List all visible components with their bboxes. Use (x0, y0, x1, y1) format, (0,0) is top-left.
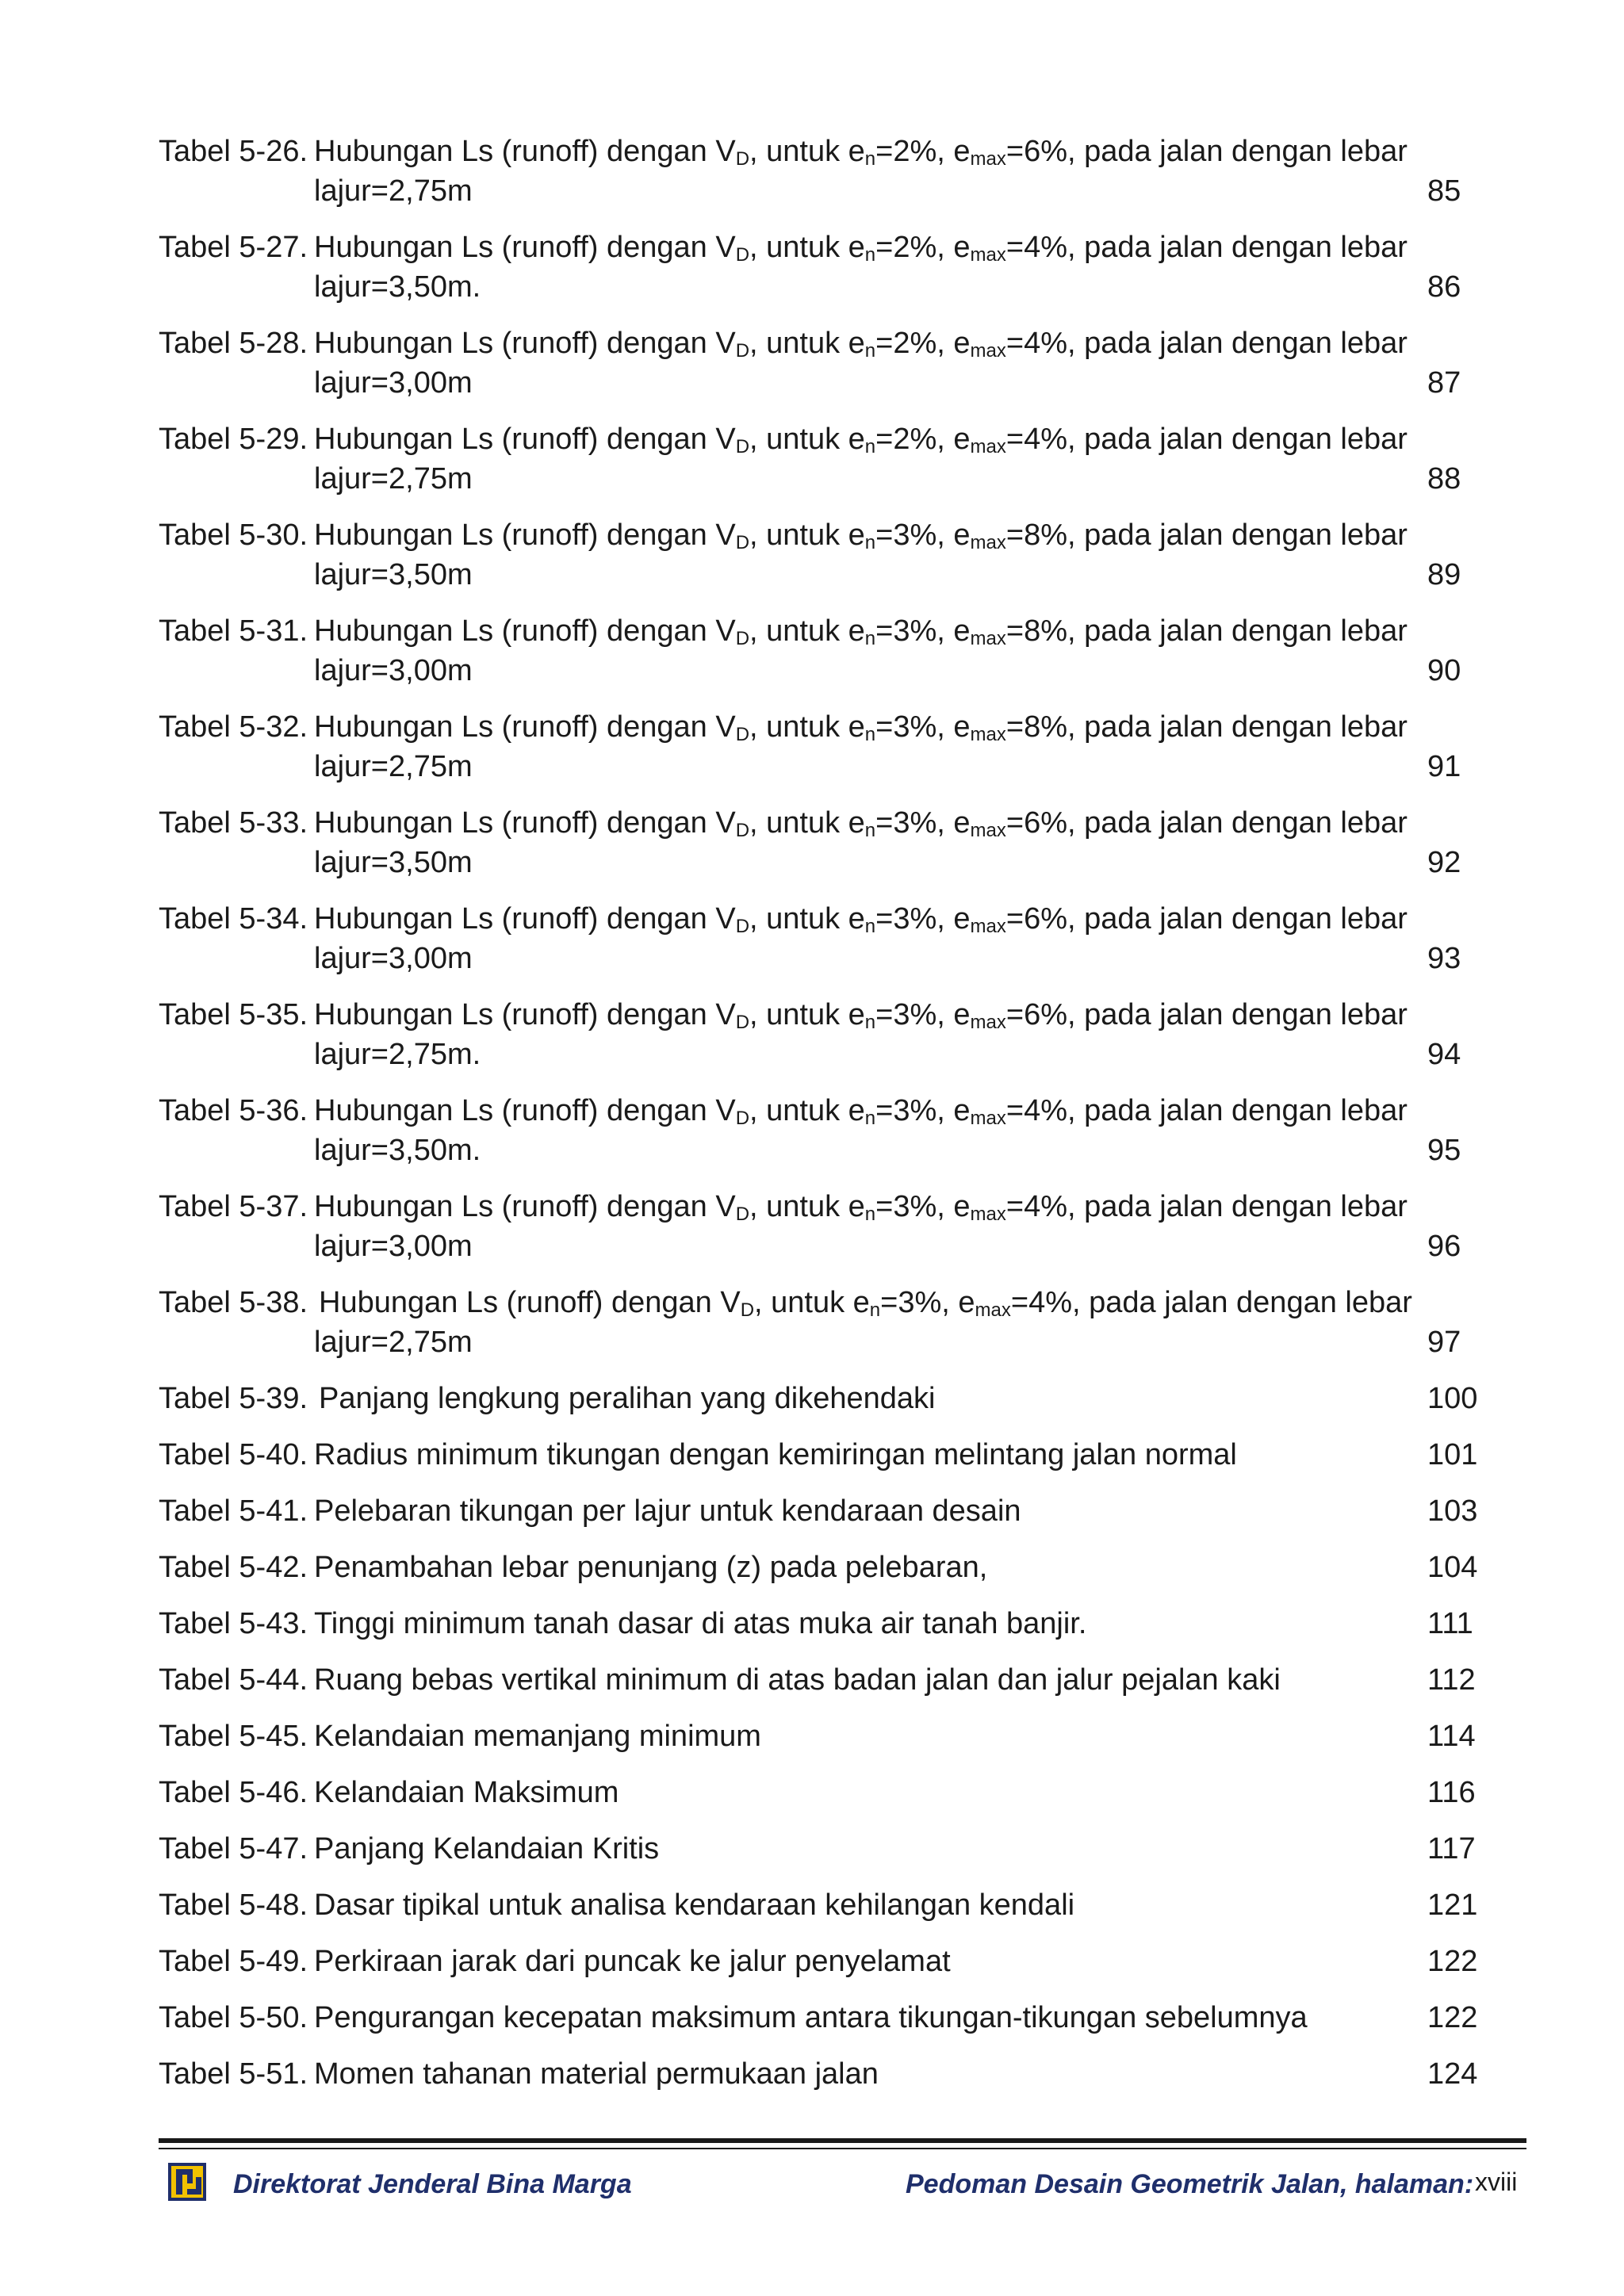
entry-label: Tabel 5-36. (159, 1094, 308, 1127)
toc-entry[interactable] (159, 1491, 1491, 1548)
entry-label: Tabel 5-49. (159, 1945, 308, 1978)
entry-title: Kelandaian memanjang minimum (314, 1720, 761, 1753)
entry-title: Hubungan Ls (runoff) dengan $V_D$, untuk $e_n=3\%$, $e_{max}=8\%$, pada jalan dengan lebar (314, 614, 1408, 649)
footer-divider-thick (159, 2138, 1526, 2143)
entry-title-continued: lajur=3,00m (314, 942, 473, 975)
entry-title-continued: lajur=2,75m. (314, 1038, 481, 1071)
entry-title: Pengurangan kecepatan maksimum antara tikungan-tikungan sebelumnya (314, 2001, 1308, 2034)
entry-title: Hubungan Ls (runoff) dengan $V_D$, untuk $e_n=3\%$, $e_{max}=4\%$, pada jalan dengan lebar (314, 1190, 1408, 1225)
entry-label: Tabel 5-27. (159, 231, 308, 264)
entry-title-continued: lajur=2,75m (314, 1326, 473, 1359)
entry-page: 85 (1427, 174, 1461, 208)
entry-page: 93 (1427, 942, 1461, 975)
table-of-contents (159, 132, 1491, 2110)
entry-title-continued: lajur=3,50m. (314, 1134, 481, 1167)
toc-entry[interactable] (159, 1091, 1491, 1187)
entry-page: 97 (1427, 1326, 1461, 1359)
toc-entry[interactable] (159, 1942, 1491, 1998)
toc-entry[interactable] (159, 1435, 1491, 1491)
entry-page: 104 (1427, 1551, 1478, 1584)
toc-entry[interactable] (159, 1548, 1491, 1604)
entry-title: Hubungan Ls (runoff) dengan $V_D$, untuk $e_n=3\%$, $e_{max}=8\%$, pada jalan dengan lebar (314, 710, 1408, 745)
entry-page: 100 (1427, 1382, 1478, 1415)
entry-page: 116 (1427, 1776, 1476, 1809)
entry-label: Tabel 5-50. (159, 2001, 308, 2034)
entry-label: Tabel 5-26. (159, 135, 308, 168)
entry-title: Dasar tipikal untuk analisa kendaraan kehilangan kendali (314, 1888, 1075, 1922)
footer-divider-thin (159, 2148, 1526, 2149)
entry-label: Tabel 5-35. (159, 998, 308, 1031)
entry-title: Penambahan lebar penunjang (z) pada pelebaran, (314, 1551, 988, 1584)
entry-page: 112 (1427, 1663, 1476, 1697)
entry-page: 88 (1427, 462, 1461, 496)
toc-entry[interactable] (159, 1660, 1491, 1716)
entry-page: 96 (1427, 1230, 1461, 1263)
toc-entry[interactable] (159, 132, 1491, 228)
entry-title: Panjang Kelandaian Kritis (314, 1832, 660, 1866)
entry-title-continued: lajur=2,75m (314, 174, 473, 208)
entry-label: Tabel 5-46. (159, 1776, 308, 1809)
entry-page: 86 (1427, 270, 1461, 304)
entry-title: Hubungan Ls (runoff) dengan $V_D$, untuk $e_n=2\%$, $e_{max}=4\%$, pada jalan dengan lebar (314, 327, 1408, 362)
entry-label: Tabel 5-47. (159, 1832, 308, 1866)
entry-title-continued: lajur=2,75m (314, 750, 473, 783)
entry-page: 103 (1427, 1494, 1478, 1528)
toc-entry[interactable] (159, 803, 1491, 899)
toc-entry[interactable] (159, 995, 1491, 1091)
entry-title: Tinggi minimum tanah dasar di atas muka air tanah banjir. (314, 1607, 1087, 1640)
entry-page: 91 (1427, 750, 1461, 783)
entry-page: 95 (1427, 1134, 1461, 1167)
entry-title: Hubungan Ls (runoff) dengan $V_D$, untuk $e_n=3\%$, $e_{max}=8\%$, pada jalan dengan lebar (314, 519, 1408, 553)
toc-entry[interactable] (159, 611, 1491, 707)
entry-label: Tabel 5-48. (159, 1888, 308, 1922)
entry-title-continued: lajur=3,50m. (314, 270, 481, 304)
entry-title-continued: lajur=3,50m (314, 846, 473, 879)
entry-label: Tabel 5-29. (159, 423, 308, 456)
toc-entry[interactable] (159, 1773, 1491, 1829)
entry-label: Tabel 5-37. (159, 1190, 308, 1223)
entry-label: Tabel 5-38. (159, 1286, 308, 1319)
toc-entry[interactable] (159, 419, 1491, 515)
toc-entry[interactable] (159, 1998, 1491, 2054)
toc-entry[interactable] (159, 1283, 1491, 1379)
page-footer (159, 2163, 1526, 2210)
toc-entry[interactable] (159, 707, 1491, 803)
toc-entry[interactable] (159, 323, 1491, 419)
toc-entry[interactable] (159, 1604, 1491, 1660)
toc-entry[interactable] (159, 1885, 1491, 1942)
entry-title: Pelebaran tikungan per lajur untuk kendaraan desain (314, 1494, 1021, 1528)
entry-title: Ruang bebas vertikal minimum di atas badan jalan dan jalur pejalan kaki (314, 1663, 1281, 1697)
entry-label: Tabel 5-28. (159, 327, 308, 360)
entry-title: Hubungan Ls (runoff) dengan $V_D$, untuk $e_n=2\%$, $e_{max}=6\%$, pada jalan dengan lebar (314, 135, 1408, 170)
entry-page: 94 (1427, 1038, 1461, 1071)
entry-label: Tabel 5-32. (159, 710, 308, 744)
entry-page: 117 (1427, 1832, 1476, 1866)
entry-page: 92 (1427, 846, 1461, 879)
toc-entry[interactable] (159, 1829, 1491, 1885)
entry-page: 90 (1427, 654, 1461, 687)
entry-title: Hubungan Ls (runoff) dengan $V_D$, untuk $e_n=3\%$, $e_{max}=6\%$, pada jalan dengan lebar (314, 998, 1408, 1033)
entry-title: Momen tahanan material permukaan jalan (314, 2057, 879, 2091)
entry-label: Tabel 5-44. (159, 1663, 308, 1697)
entry-title-continued: lajur=3,50m (314, 558, 473, 591)
entry-page: 101 (1427, 1438, 1478, 1471)
entry-title: Hubungan Ls (runoff) dengan $V_D$, untuk $e_n=3\%$, $e_{max}=4\%$, pada jalan dengan lebar (314, 1094, 1408, 1129)
entry-label: Tabel 5-51. (159, 2057, 308, 2091)
entry-title: Radius minimum tikungan dengan kemiringan melintang jalan normal (314, 1438, 1237, 1471)
entry-label: Tabel 5-41. (159, 1494, 308, 1528)
footer-document-title: Pedoman Desain Geometrik Jalan, halaman: (906, 2169, 1474, 2199)
entry-label: Tabel 5-43. (159, 1607, 308, 1640)
toc-entry[interactable] (159, 899, 1491, 995)
entry-title: Panjang lengkung peralihan yang dikehendaki (319, 1382, 936, 1415)
entry-label: Tabel 5-42. (159, 1551, 308, 1584)
footer-organization: Direktorat Jenderal Bina Marga (233, 2169, 632, 2199)
entry-label: Tabel 5-39. (159, 1382, 308, 1415)
entry-label: Tabel 5-33. (159, 806, 308, 840)
toc-entry[interactable] (159, 2054, 1491, 2110)
entry-title: Hubungan Ls (runoff) dengan $V_D$, untuk $e_n=3\%$, $e_{max}=6\%$, pada jalan dengan lebar (314, 806, 1408, 841)
entry-title-continued: lajur=2,75m (314, 462, 473, 496)
entry-title-continued: lajur=3,00m (314, 654, 473, 687)
entry-title-continued: lajur=3,00m (314, 1230, 473, 1263)
pu-logo-icon (168, 2163, 206, 2201)
toc-entry[interactable] (159, 228, 1491, 323)
entry-title: Hubungan Ls (runoff) dengan $V_D$, untuk $e_n=2\%$, $e_{max}=4\%$, pada jalan dengan lebar (314, 231, 1408, 266)
entry-page: 89 (1427, 558, 1461, 591)
toc-entry[interactable] (159, 1716, 1491, 1773)
entry-page: 111 (1427, 1607, 1473, 1640)
entry-page: 124 (1427, 2057, 1478, 2091)
page-number: xviii (1475, 2168, 1518, 2196)
entry-title: Hubungan Ls (runoff) dengan $V_D$, untuk $e_n=3\%$, $e_{max}=4\%$, pada jalan dengan lebar (319, 1286, 1412, 1321)
toc-entry[interactable] (159, 515, 1491, 611)
entry-title: Perkiraan jarak dari puncak ke jalur penyelamat (314, 1945, 951, 1978)
toc-entry[interactable] (159, 1379, 1491, 1435)
entry-page: 87 (1427, 366, 1461, 400)
entry-title: Hubungan Ls (runoff) dengan $V_D$, untuk $e_n=3\%$, $e_{max}=6\%$, pada jalan dengan lebar (314, 902, 1408, 937)
entry-page: 121 (1427, 1888, 1478, 1922)
entry-label: Tabel 5-34. (159, 902, 308, 936)
entry-title-continued: lajur=3,00m (314, 366, 473, 400)
toc-entry[interactable] (159, 1187, 1491, 1283)
entry-title: Hubungan Ls (runoff) dengan $V_D$, untuk $e_n=2\%$, $e_{max}=4\%$, pada jalan dengan lebar (314, 423, 1408, 457)
entry-page: 122 (1427, 1945, 1478, 1978)
entry-label: Tabel 5-31. (159, 614, 308, 648)
entry-title: Kelandaian Maksimum (314, 1776, 619, 1809)
entry-page: 114 (1427, 1720, 1476, 1753)
entry-label: Tabel 5-45. (159, 1720, 308, 1753)
entry-label: Tabel 5-30. (159, 519, 308, 552)
entry-label: Tabel 5-40. (159, 1438, 308, 1471)
entry-page: 122 (1427, 2001, 1478, 2034)
